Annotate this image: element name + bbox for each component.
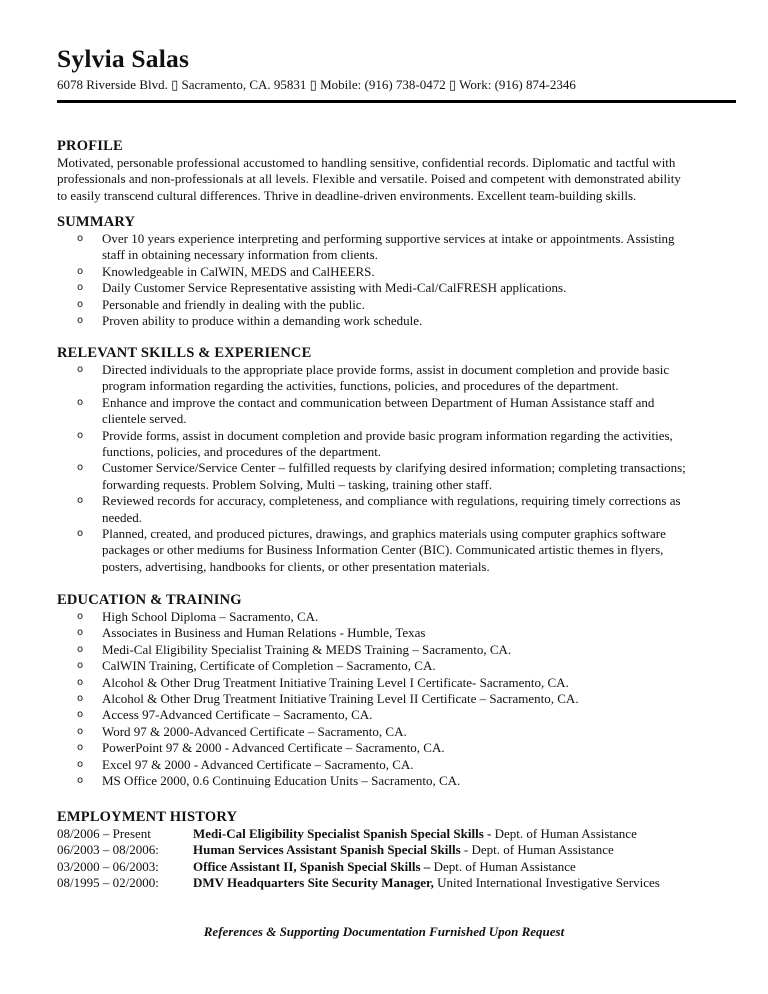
bullet-line: needed. xyxy=(102,509,143,525)
bullet-item xyxy=(57,428,727,461)
bullet-marker: o xyxy=(77,611,84,622)
bullet-item xyxy=(57,493,727,526)
bullet-marker: o xyxy=(77,495,84,507)
bullet-marker: o xyxy=(77,676,84,688)
bullet-line: posters, advertising, handbooks for clients, or other presentation materials. xyxy=(102,558,490,574)
applicant-name: Sylvia Salas xyxy=(57,44,190,73)
bullet-item xyxy=(57,658,727,674)
employment-employer: Dept. of Human Assistance xyxy=(491,826,637,841)
profile-line: professionals and non-professionals at all levels. Flexible and versatile. Poised and competent with demonstrated ability xyxy=(57,171,681,187)
references-footer: References & Supporting Documentation Furnished Upon Request xyxy=(203,924,565,939)
bullet-line: Associates in Business and Human Relations - Humble, Texas xyxy=(102,625,426,641)
summary-section xyxy=(57,214,727,329)
bullet-line: packages or other mediums for Business Information Center (BIC). Communicated artistic themes in flyers, xyxy=(102,542,664,558)
employment-dates: 08/2006 – Present xyxy=(57,826,151,841)
bullet-marker: o xyxy=(77,758,84,770)
bullet-line: Reviewed records for accuracy, completeness, and compliance with regulations, requiring timely corrections as xyxy=(102,493,681,509)
employment-title: Human Services Assistant Spanish Special Skills xyxy=(193,842,461,858)
education-section xyxy=(57,592,727,789)
bullet-line: Excel 97 & 2000 - Advanced Certificate – Sacramento, CA. xyxy=(102,756,414,772)
bullet-item xyxy=(57,625,727,641)
bullet-line: Planned, created, and produced pictures, drawings, and graphics materials using computer graphics software xyxy=(102,526,666,542)
bullet-line: Personable and friendly in dealing with the public. xyxy=(102,296,365,312)
employment-title: Office Assistant II, Spanish Special Skills – xyxy=(193,858,431,874)
employment-row xyxy=(57,842,727,858)
bullet-line: CalWIN Training, Certificate of Completion – Sacramento, CA. xyxy=(102,658,436,674)
bullet-marker: o xyxy=(77,660,84,672)
bullet-item xyxy=(57,691,727,707)
profile-text xyxy=(57,155,727,204)
employment-title: DMV Headquarters Site Security Manager, xyxy=(193,875,434,891)
bullet-marker: o xyxy=(77,429,84,441)
bullet-item xyxy=(57,297,727,313)
bullet-line: program information regarding the activities, functions, policies, and procedures of the department. xyxy=(102,378,619,394)
bullet-item xyxy=(57,757,727,773)
employment-row xyxy=(57,859,727,875)
employment-employer: Dept. of Human Assistance xyxy=(430,858,576,874)
bullet-marker: o xyxy=(77,265,84,277)
bullet-line: forwarding requests. Problem Solving, Multi – tasking, training other staff. xyxy=(102,476,493,492)
bullet-marker: o xyxy=(77,233,84,244)
bullet-item xyxy=(57,675,727,691)
bullet-item xyxy=(57,362,727,395)
bullet-line: Access 97-Advanced Certificate – Sacramento, CA. xyxy=(102,707,373,723)
profile-line: Motivated, personable professional accustomed to handling sensitive, confidential records. Diplomatic and tactful with xyxy=(57,155,676,170)
bullet-marker: o xyxy=(77,725,84,737)
bullet-marker: o xyxy=(77,643,84,655)
bullet-line: Enhance and improve the contact and communication between Department of Human Assistance staff and xyxy=(102,394,655,410)
bullet-marker: o xyxy=(77,282,84,294)
bullet-marker: o xyxy=(77,693,84,705)
skills-section xyxy=(57,345,727,575)
contact-line: 6078 Riverside Blvd. ▯ Sacramento, CA. 95831 ▯ Mobile: (916) 738-0472 ▯ Work: (916) 874-2346 xyxy=(57,77,576,92)
bullet-line: functions, policies, and procedures of the department. xyxy=(102,444,382,460)
employment-employer: - Dept. of Human Assistance xyxy=(460,842,614,858)
bullet-line: Medi-Cal Eligibility Specialist Training & MEDS Training – Sacramento, CA. xyxy=(102,641,512,657)
bullet-line: Alcohol & Other Drug Treatment Initiative Training Level I Certificate- Sacramento, CA. xyxy=(102,674,569,690)
bullet-line: Provide forms, assist in document completion and provide basic program information regarding the activities, xyxy=(102,427,673,443)
summary-heading: SUMMARY xyxy=(57,214,136,230)
bullet-item xyxy=(57,313,727,329)
bullet-marker: o xyxy=(77,775,84,787)
employment-dates: 06/2003 – 08/2006: xyxy=(57,842,159,858)
employment-section xyxy=(57,809,727,892)
employment-title: Medi-Cal Eligibility Specialist Spanish Special Skills - xyxy=(193,826,492,841)
bullet-line: staff in obtaining necessary information from clients. xyxy=(102,247,378,263)
bullet-marker: o xyxy=(77,364,84,375)
bullet-item xyxy=(57,642,727,658)
employment-row xyxy=(57,826,727,842)
bullet-item xyxy=(57,609,727,625)
bullet-marker: o xyxy=(77,462,84,474)
profile-line: to easily transcend cultural differences. Thrive in deadline-driven environments. Excellent team-building skills. xyxy=(57,187,637,203)
skills-list xyxy=(57,362,727,575)
employment-row xyxy=(57,875,727,891)
bullet-item xyxy=(57,460,727,493)
bullet-item xyxy=(57,707,727,723)
skills-heading: RELEVANT SKILLS & EXPERIENCE xyxy=(57,345,312,361)
bullet-line: Customer Service/Service Center – fulfilled requests by clarifying desired information; completing transactions; xyxy=(102,460,686,476)
employment-heading: EMPLOYMENT HISTORY xyxy=(57,809,238,825)
bullet-line: Directed individuals to the appropriate place provide forms, assist in document completion and provide basic xyxy=(102,362,670,377)
bullet-marker: o xyxy=(77,298,84,310)
bullet-line: MS Office 2000, 0.6 Continuing Education Units – Sacramento, CA. xyxy=(102,773,461,789)
bullet-item xyxy=(57,773,727,789)
bullet-marker: o xyxy=(77,742,84,754)
employment-dates: 08/1995 – 02/2000: xyxy=(57,875,159,891)
bullet-item xyxy=(57,526,727,575)
bullet-line: Knowledgeable in CalWIN, MEDS and CalHEERS. xyxy=(102,263,375,279)
bullet-line: High School Diploma – Sacramento, CA. xyxy=(102,609,319,624)
employment-employer: United International Investigative Services xyxy=(433,875,660,891)
bullet-marker: o xyxy=(77,528,84,540)
bullet-marker: o xyxy=(77,709,84,721)
bullet-marker: o xyxy=(77,627,84,639)
header-rule xyxy=(57,100,736,103)
bullet-marker: o xyxy=(77,315,84,327)
bullet-item xyxy=(57,280,727,296)
summary-list xyxy=(57,231,727,329)
bullet-item xyxy=(57,740,727,756)
resume-header xyxy=(57,44,721,93)
bullet-item xyxy=(57,264,727,280)
bullet-marker: o xyxy=(77,396,84,408)
profile-heading: PROFILE xyxy=(57,138,123,154)
employment-dates: 03/2000 – 06/2003: xyxy=(57,858,159,874)
employment-list xyxy=(57,826,727,892)
bullet-item xyxy=(57,231,727,264)
bullet-line: Word 97 & 2000-Advanced Certificate – Sacramento, CA. xyxy=(102,723,407,739)
bullet-item xyxy=(57,724,727,740)
bullet-line: PowerPoint 97 & 2000 - Advanced Certificate – Sacramento, CA. xyxy=(102,740,445,756)
bullet-line: Daily Customer Service Representative assisting with Medi-Cal/CalFRESH applications. xyxy=(102,280,567,296)
bullet-line: clientele served. xyxy=(102,411,187,427)
bullet-item xyxy=(57,395,727,428)
bullet-line: Over 10 years experience interpreting and performing supportive services at intake or appointments. Assisting xyxy=(102,231,675,246)
education-list xyxy=(57,609,727,789)
profile-section xyxy=(57,138,727,204)
bullet-line: Proven ability to produce within a demanding work schedule. xyxy=(102,313,423,329)
education-heading: EDUCATION & TRAINING xyxy=(57,592,242,608)
bullet-line: Alcohol & Other Drug Treatment Initiative Training Level II Certificate – Sacramento, CA. xyxy=(102,691,579,707)
